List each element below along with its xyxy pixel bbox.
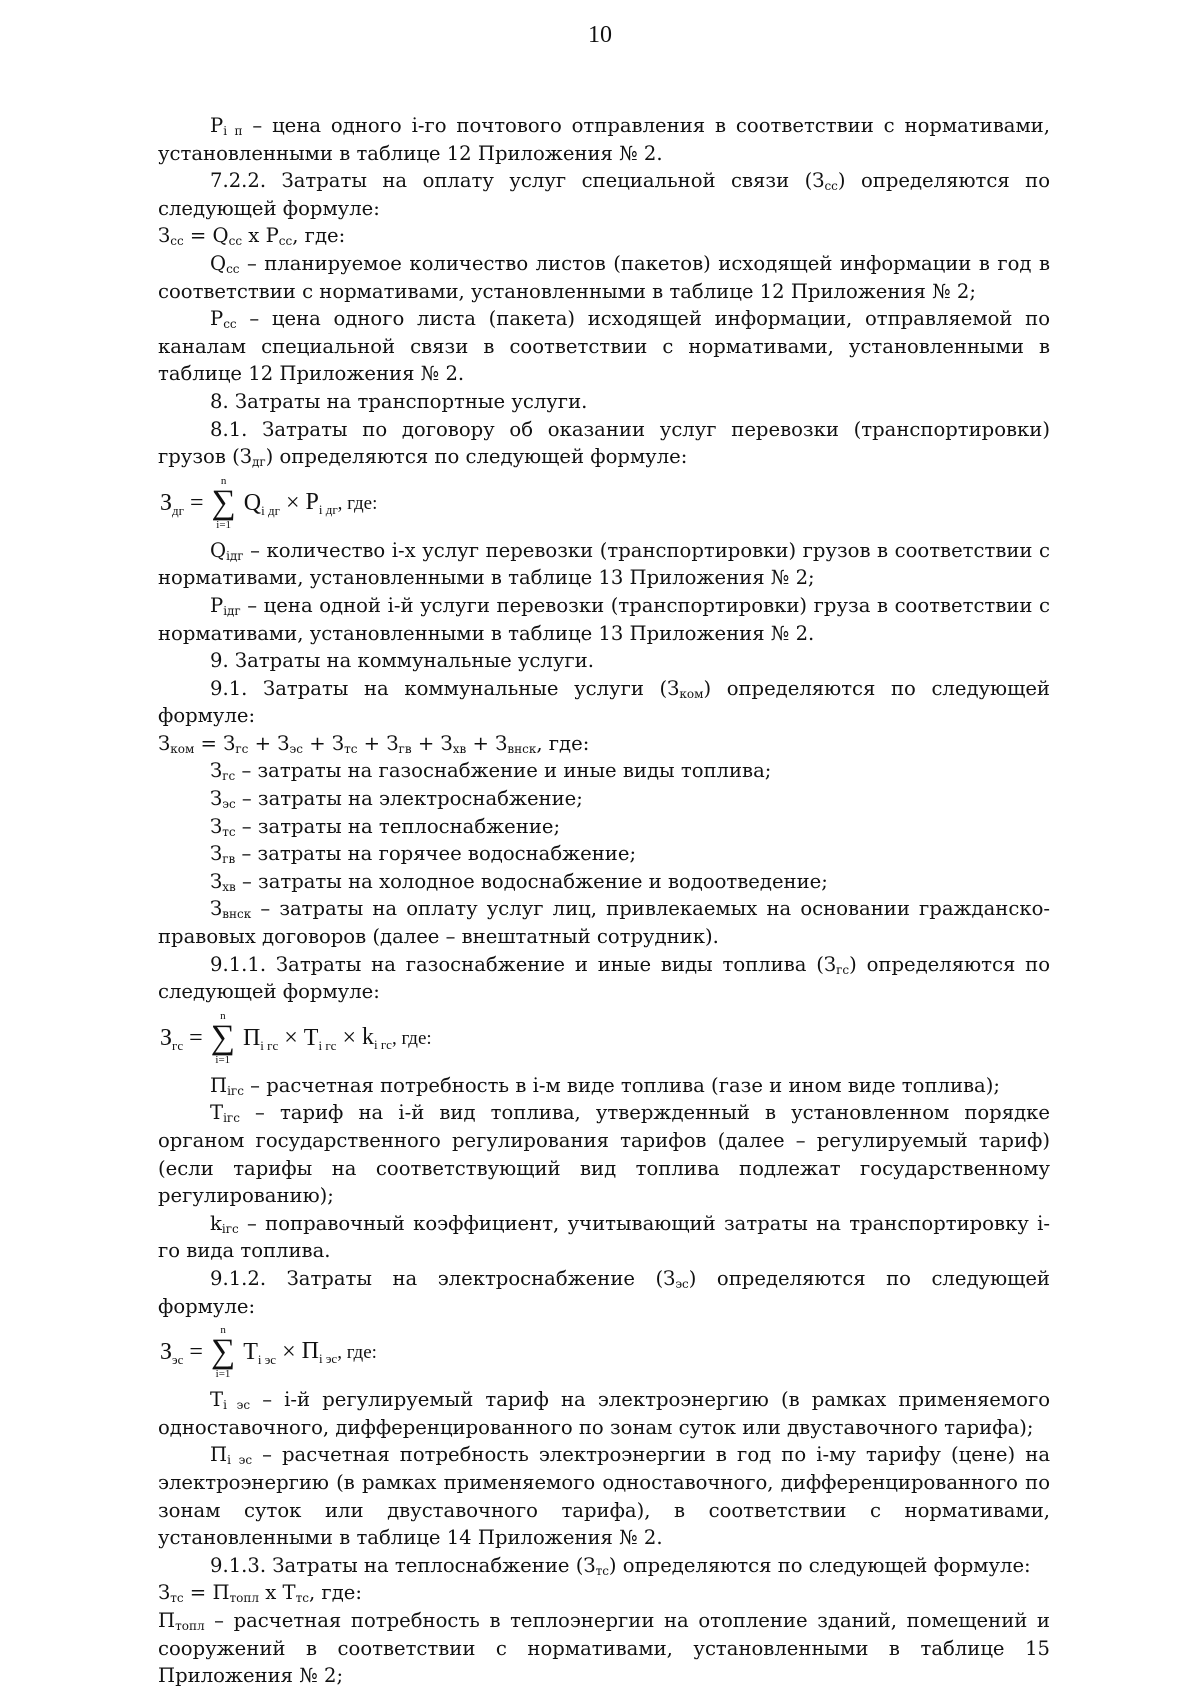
sum-sign: n ∑ i=1	[211, 474, 236, 531]
def-ptopl: $П_{топл}$ – расчетная потребность в теплоэнергии на отопление зданий, помещений и сооружений в соответствии с нормативами, установленными в таблице 15 Приложения № 2;	[158, 1608, 1050, 1688]
paragraph-qcc: $Q_{сс}$ – планируемое количество листов (пакетов) исходящей информации в год в соответствии с нормативами, установленными в таблице 12 Приложения № 2;	[158, 251, 1050, 303]
def-zts: $З_{тс}$ – затраты на теплоснабжение;	[210, 814, 561, 839]
formula-zts: $З_{тс} = П_{топл}$ x $T_{тс}$, где:	[158, 1581, 362, 1606]
formula-zdg: $З_{дг}$ = n ∑ i=1 $Q_{i дг}$ × $P_{i дг}$, где:	[160, 474, 378, 531]
paragraph-7-2-2: 7.2.2. Затраты на оплату услуг специальной связи $(З_{сс})$ определяются по следующей формуле:	[158, 169, 1050, 220]
def-kigs: $k_{iгс}$ – поправочный коэффициент, учитывающий затраты на транспортировку i-го вида топлива.	[158, 1211, 1050, 1263]
paragraph-9-1-2: 9.1.2. Затраты на электроснабжение $(З_{эс})$ определяются по следующей формуле:	[158, 1266, 1050, 1318]
sum-sign: n ∑ i=1	[210, 1324, 236, 1381]
formula-zgs: $З_{гс}$ = n ∑ i=1 $П_{i гс}$ × $T_{i гс}$ × $k_{i гс}$, где:	[160, 1009, 432, 1066]
paragraph-qidg: $Q_{iдг}$ – количество i-х услуг перевозки (транспортировки) грузов в соответствии с нормативами, установленными в таблице 13 Приложения № 2;	[158, 538, 1050, 590]
def-pies: $П_{i эс}$ – расчетная потребность электроэнергии в год по i-му тарифу (цене) на электроэнергию (в рамках применяемого одноставочного, дифференцированного по зонам суток или двуставочного тарифа), в соответствии с нормативами, установленными в таблице 14 Приложения № 2.	[158, 1443, 1050, 1550]
def-zgs: $З_{гс}$ – затраты на газоснабжение и иные виды топлива;	[210, 759, 772, 784]
paragraph-9-1: 9.1. Затраты на коммунальные услуги $(З_{ком})$ определяются по следующей формуле:	[158, 676, 1050, 728]
def-tigs: $T_{iгс}$ – тариф на i-й вид топлива, утвержденный в установленном порядке органом государственного регулирования тарифов (далее – регулируемый тариф) (если тарифы на соответствующий вид топлива подлежат государственному регулированию);	[158, 1101, 1050, 1208]
def-zgv: $З_{гв}$ – затраты на горячее водоснабжение;	[210, 842, 637, 867]
document-body	[158, 112, 1050, 1690]
formula-zes: $З_{эс}$ = n ∑ i=1 $T_{i эс}$ × $П_{i эс}$, где:	[160, 1324, 377, 1381]
def-zvnsk: $З_{внск}$ – затраты на оплату услуг лиц, привлекаемых на основании гражданско-правовых договоров (далее – внештатный сотрудник).	[158, 897, 1050, 949]
formula-zcc: $З_{сс} = Q_{сс}$ x $P_{сс}$, где:	[158, 224, 346, 249]
paragraph-9-1-3: 9.1.3. Затраты на теплоснабжение $(З_{тс})$ определяются по следующей формуле:	[210, 1553, 1031, 1578]
paragraph-pcc: $P_{сс}$ – цена одного листа (пакета) исходящей информации, отправляемой по каналам специальной связи в соответствии с нормативами, установленными в таблице 12 Приложения № 2.	[158, 307, 1050, 386]
section-8-heading: 8. Затраты на транспортные услуги.	[210, 389, 588, 413]
paragraph-pidg: $P_{iдг}$ – цена одной i-й услуги перевозки (транспортировки) груза в соответствии с нормативами, установленными в таблице 13 Приложения № 2.	[158, 593, 1050, 645]
page-number: 10	[588, 22, 612, 48]
paragraph-pip: $P_{i п}$ – цена одного i-го почтового отправления в соответствии с нормативами, установленными в таблице 12 Приложения № 2.	[158, 114, 1050, 165]
def-pigs: $П_{iгс}$ – расчетная потребность в i-м виде топлива (газе и ином виде топлива);	[210, 1073, 1000, 1098]
sum-sign: n ∑ i=1	[210, 1009, 235, 1066]
def-zes: $З_{эс}$ – затраты на электроснабжение;	[210, 787, 583, 812]
def-ties: $T_{i эс} - i-й$ регулируемый тариф на электроэнергию (в рамках применяемого одноставочного, дифференцированного по зонам суток или двуставочного тарифа);	[158, 1388, 1051, 1439]
formula-zkom: $З_{ком} = З_{гс} + З_{эс} + З_{тс} + З_{гв} + З_{хв} + З_{внск}$, где:	[158, 731, 590, 756]
section-9-heading: 9. Затраты на коммунальные услуги.	[210, 649, 594, 673]
paragraph-8-1: 8.1. Затраты по договору об оказании услуг перевозки (транспортировки) грузов $(З_{дг})$ определяются по следующей формуле:	[158, 417, 1050, 470]
paragraph-9-1-1: 9.1.1. Затраты на газоснабжение и иные виды топлива $(З_{гс})$ определяются по следующей формуле:	[158, 952, 1051, 1004]
def-zhv: $З_{хв}$ – затраты на холодное водоснабжение и водоотведение;	[210, 869, 828, 894]
